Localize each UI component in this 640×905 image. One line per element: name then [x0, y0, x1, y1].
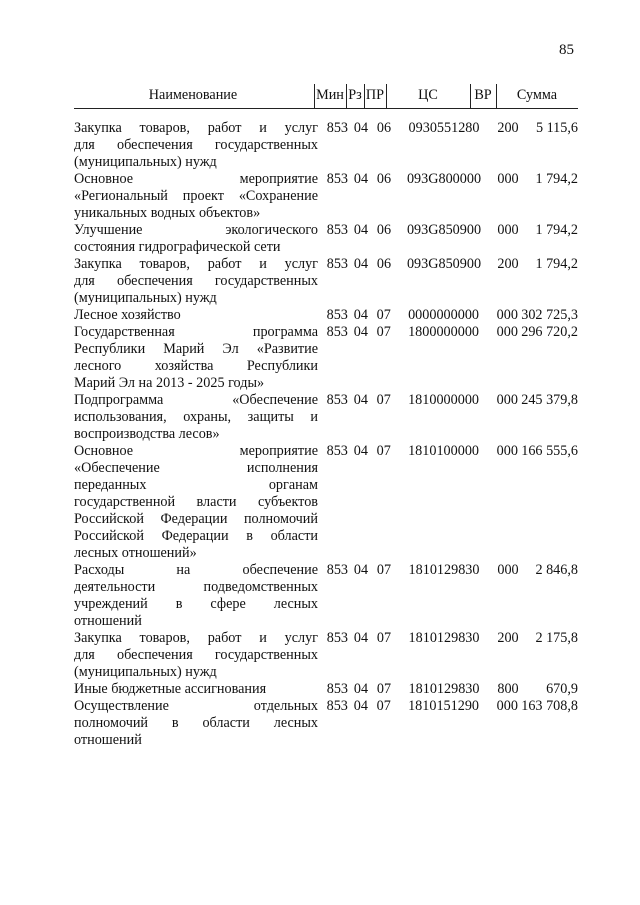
row-codes — [318, 171, 578, 188]
row-codes — [318, 681, 578, 698]
row-pr: 06 — [376, 171, 392, 187]
row-rz: 04 — [353, 443, 368, 459]
row-rz: 04 — [353, 324, 368, 340]
row-name-line: Государственная программа — [74, 324, 318, 340]
row-name-line: Марий Эл на 2013 - 2025 годы» — [74, 375, 265, 391]
row-name-line: государственной власти субъектов — [74, 494, 318, 510]
row-vr: 000 — [496, 698, 518, 714]
row-codes — [318, 443, 578, 460]
header-cs: ЦС — [418, 87, 438, 103]
row-name — [74, 443, 318, 562]
row-rz: 04 — [353, 120, 369, 136]
table-row — [74, 307, 578, 324]
row-name-line: уникальных водных объектов» — [74, 205, 261, 221]
row-name-line: «Обеспечение исполнения — [74, 460, 318, 476]
row-codes — [318, 307, 578, 324]
table-row — [74, 120, 578, 171]
row-cs: 1810129830 — [408, 630, 480, 646]
row-min: 853 — [326, 171, 348, 187]
row-cs: 0930551280 — [408, 120, 480, 136]
row-min: 853 — [326, 681, 348, 697]
row-name — [74, 307, 318, 324]
row-name-line: для обеспечения государственных — [74, 647, 318, 663]
row-min: 853 — [326, 120, 348, 136]
row-name-line: учреждений в сфере лесных — [74, 596, 318, 612]
table-row — [74, 443, 578, 562]
header-pr: ПР — [365, 87, 385, 103]
row-sum: 302 725,3 — [521, 307, 578, 323]
row-name-line: Российской Федерации полномочий — [74, 511, 318, 527]
row-codes — [318, 630, 578, 647]
row-name-line: для обеспечения государственных — [74, 137, 318, 153]
row-cs: 1800000000 — [408, 324, 479, 340]
row-name-line: отношений — [74, 732, 142, 748]
row-pr: 07 — [376, 681, 392, 697]
header-min: Мин — [316, 87, 344, 103]
row-sum: 1 794,2 — [535, 171, 578, 187]
row-sum: 163 708,8 — [521, 698, 578, 714]
row-vr: 800 — [497, 681, 519, 697]
header-rz: Рз — [348, 87, 362, 103]
row-name — [74, 562, 318, 630]
row-name-line: (муниципальных) нужд — [74, 664, 217, 680]
table-row — [74, 171, 578, 222]
row-name-line: Закупка товаров, работ и услуг — [74, 120, 318, 136]
row-sum: 670,9 — [546, 681, 578, 697]
row-name — [74, 324, 318, 392]
row-min: 853 — [326, 256, 348, 272]
row-cs: 093G850900 — [406, 222, 482, 238]
row-codes — [318, 256, 578, 273]
row-vr: 200 — [497, 630, 519, 646]
row-pr: 07 — [376, 630, 392, 646]
row-name-line: деятельности подведомственных — [74, 579, 318, 595]
row-pr: 07 — [376, 307, 391, 323]
row-name-line: Лесное хозяйство — [74, 307, 181, 323]
table-row — [74, 222, 578, 256]
row-rz: 04 — [353, 681, 369, 697]
row-cs: 1810151290 — [408, 698, 479, 714]
row-codes — [318, 392, 578, 409]
row-pr: 07 — [376, 392, 391, 408]
row-min: 853 — [326, 392, 348, 408]
row-pr: 07 — [376, 443, 391, 459]
row-codes — [318, 120, 578, 137]
row-name-line: Расходы на обеспечение — [74, 562, 318, 578]
row-rz: 04 — [353, 562, 369, 578]
row-vr: 200 — [497, 120, 519, 136]
row-pr: 06 — [376, 120, 392, 136]
row-rz: 04 — [353, 698, 368, 714]
row-name-line: для обеспечения государственных — [74, 273, 318, 289]
row-name-line: воспроизводства лесов» — [74, 426, 220, 442]
row-name-line: отношений — [74, 613, 142, 629]
row-rz: 04 — [353, 256, 369, 272]
row-name-line: лесных отношений» — [74, 545, 197, 561]
row-pr: 07 — [376, 324, 391, 340]
row-codes — [318, 324, 578, 341]
row-min: 853 — [326, 698, 348, 714]
row-name-line: переданных органам — [74, 477, 318, 493]
row-name — [74, 120, 318, 171]
row-name — [74, 630, 318, 681]
row-min: 853 — [326, 562, 348, 578]
row-vr: 000 — [497, 222, 519, 238]
row-min: 853 — [326, 222, 348, 238]
row-name-line: Улучшение экологического — [74, 222, 318, 238]
row-vr: 000 — [496, 324, 518, 340]
row-min: 853 — [326, 630, 348, 646]
row-name-line: (муниципальных) нужд — [74, 154, 217, 170]
row-name — [74, 171, 318, 222]
row-name-line: Иные бюджетные ассигнования — [74, 681, 267, 697]
row-rz: 04 — [353, 307, 368, 323]
row-vr: 000 — [496, 443, 518, 459]
table-row — [74, 630, 578, 681]
row-pr: 07 — [376, 698, 391, 714]
row-name-line: Основное мероприятие — [74, 171, 318, 187]
row-rz: 04 — [353, 171, 369, 187]
table-row — [74, 392, 578, 443]
header-name: Наименование — [148, 87, 238, 103]
row-rz: 04 — [353, 630, 369, 646]
row-name — [74, 222, 318, 256]
row-name-line: состояния гидрографической сети — [74, 239, 281, 255]
row-codes — [318, 562, 578, 579]
row-name-line: (муниципальных) нужд — [74, 290, 217, 306]
row-name — [74, 392, 318, 443]
table-body — [74, 120, 578, 749]
row-name-line: Осуществление отдельных — [74, 698, 318, 714]
page-number: 85 — [559, 42, 574, 58]
row-vr: 000 — [497, 171, 519, 187]
row-sum: 245 379,8 — [521, 392, 578, 408]
row-name-line: Закупка товаров, работ и услуг — [74, 256, 318, 272]
row-vr: 000 — [496, 307, 518, 323]
row-sum: 166 555,6 — [521, 443, 578, 459]
table-row — [74, 698, 578, 749]
row-name — [74, 681, 318, 698]
row-min: 853 — [326, 307, 348, 323]
row-min: 853 — [326, 443, 348, 459]
row-name-line: использования, охраны, защиты и — [74, 409, 318, 425]
row-name-line: Основное мероприятие — [74, 443, 318, 459]
row-name-line: Республики Марий Эл «Развитие — [74, 341, 318, 357]
table-header — [74, 84, 578, 109]
row-cs: 0000000000 — [408, 307, 479, 323]
row-rz: 04 — [353, 222, 369, 238]
table-row — [74, 681, 578, 698]
row-name-line: Закупка товаров, работ и услуг — [74, 630, 318, 646]
header-vr: ВР — [474, 87, 492, 103]
row-vr: 200 — [497, 256, 519, 272]
row-name — [74, 256, 318, 307]
row-cs: 093G800000 — [406, 171, 482, 187]
row-pr: 07 — [376, 562, 392, 578]
row-sum: 296 720,2 — [521, 324, 578, 340]
table-row — [74, 562, 578, 630]
row-cs: 1810129830 — [408, 681, 480, 697]
table-row — [74, 324, 578, 392]
row-cs: 1810100000 — [408, 443, 479, 459]
row-min: 853 — [326, 324, 348, 340]
row-cs: 1810000000 — [408, 392, 479, 408]
table-row — [74, 256, 578, 307]
row-name-line: «Региональный проект «Сохранение — [74, 188, 318, 204]
row-sum: 2 175,8 — [535, 630, 578, 646]
row-sum: 2 846,8 — [535, 562, 578, 578]
row-name — [74, 698, 318, 749]
row-sum: 5 115,6 — [535, 120, 578, 136]
row-sum: 1 794,2 — [535, 256, 578, 272]
row-codes — [318, 222, 578, 239]
row-rz: 04 — [353, 392, 368, 408]
row-name-line: Российской Федерации в области — [74, 528, 318, 544]
row-vr: 000 — [497, 562, 519, 578]
row-vr: 000 — [496, 392, 518, 408]
row-cs: 093G850900 — [406, 256, 482, 272]
row-codes — [318, 698, 578, 715]
row-pr: 06 — [376, 222, 392, 238]
row-cs: 1810129830 — [408, 562, 480, 578]
row-name-line: Подпрограмма «Обеспечение — [74, 392, 318, 408]
row-name-line: лесного хозяйства Республики — [74, 358, 318, 374]
header-sum: Сумма — [516, 87, 558, 103]
row-pr: 06 — [376, 256, 392, 272]
row-sum: 1 794,2 — [535, 222, 578, 238]
row-name-line: полномочий в области лесных — [74, 715, 318, 731]
